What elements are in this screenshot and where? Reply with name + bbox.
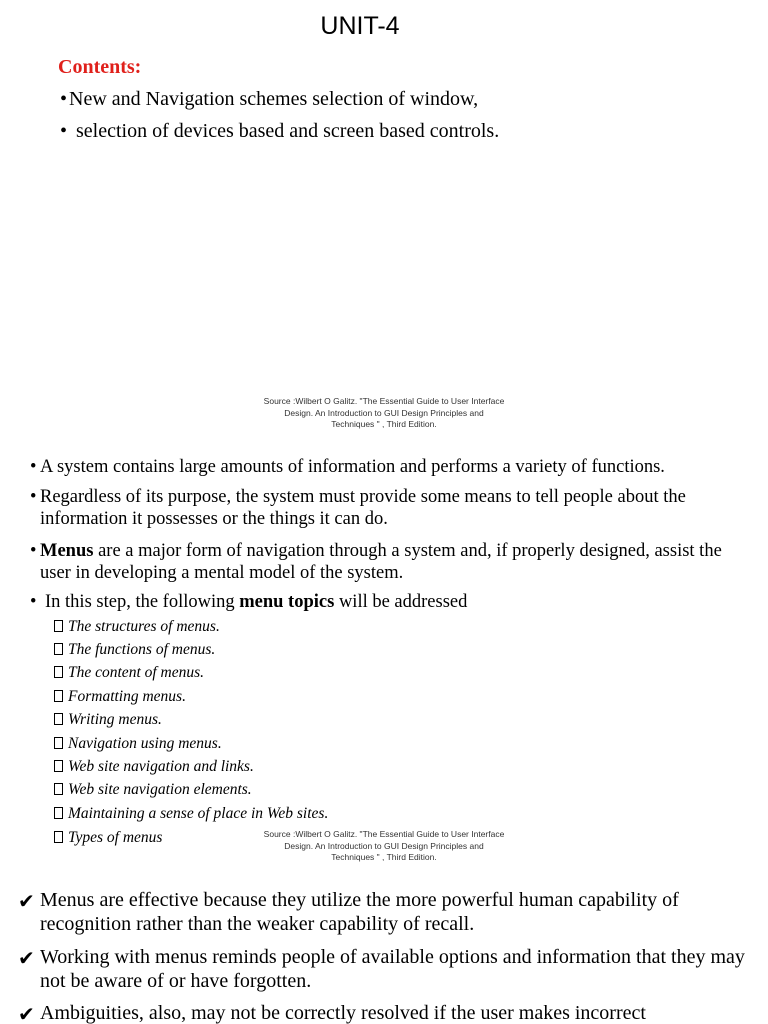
bullet-text: Regardless of its purpose, the system must provide some means to tell people about the information it possesses or the things it can do. xyxy=(40,487,686,529)
check-mark-icon: ✔ xyxy=(18,889,35,913)
bullet-paragraph xyxy=(30,456,750,478)
source-note xyxy=(234,396,534,431)
source-note-line: Source :Wilbert O Galitz. "The Essential Guide to User Interface xyxy=(263,829,505,839)
bullet-icon: • xyxy=(30,487,37,507)
contents-heading: Contents: xyxy=(58,56,142,78)
bullet-text: A system contains large amounts of information and performs a variety of functions. xyxy=(40,457,665,477)
source-note-line: Source :Wilbert O Galitz. "The Essential Guide to User Interface xyxy=(263,396,505,406)
bullet-text: will be addressed xyxy=(334,592,468,612)
contents-item xyxy=(60,88,478,111)
box-bullet-icon xyxy=(54,666,63,678)
bullet-bold-term: menu topics xyxy=(239,592,335,612)
source-note xyxy=(234,829,534,864)
list-item: The content of menus. xyxy=(54,664,204,682)
bullet-icon: • xyxy=(30,457,37,477)
box-bullet-icon xyxy=(54,807,63,819)
list-item: Maintaining a sense of place in Web sites. xyxy=(54,805,328,823)
box-bullet-icon xyxy=(54,713,63,725)
list-item: Web site navigation and links. xyxy=(54,758,254,776)
source-note-line: Techniques " , Third Edition. xyxy=(331,852,437,862)
bullet-icon: • xyxy=(60,88,68,110)
box-bullet-icon xyxy=(54,643,63,655)
check-paragraph xyxy=(18,888,754,936)
bullet-paragraph xyxy=(30,591,730,613)
list-item: The structures of menus. xyxy=(54,618,220,636)
check-paragraph xyxy=(18,945,754,993)
box-bullet-icon xyxy=(54,831,63,843)
box-bullet-icon xyxy=(54,737,63,749)
list-item: The functions of menus. xyxy=(54,641,215,659)
contents-item xyxy=(60,120,499,143)
check-text: Ambiguities, also, may not be correctly resolved if the user makes incorrect xyxy=(40,1002,646,1024)
source-note-line: Design. An Introduction to GUI Design Principles and xyxy=(284,407,484,418)
box-bullet-icon xyxy=(54,783,63,795)
list-item: Web site navigation elements. xyxy=(54,781,252,799)
bullet-paragraph xyxy=(30,540,730,584)
box-bullet-icon xyxy=(54,760,63,772)
bullet-icon: • xyxy=(60,120,68,142)
bullet-icon: • xyxy=(30,592,37,612)
list-item: Types of menus xyxy=(54,829,162,847)
bullet-paragraph xyxy=(30,486,742,530)
source-note-line: Techniques " , Third Edition. xyxy=(331,419,437,429)
page-title: UNIT-4 xyxy=(320,12,400,40)
box-bullet-icon xyxy=(54,690,63,702)
bullet-bold-term: Menus xyxy=(40,541,94,561)
check-mark-icon: ✔ xyxy=(18,1002,35,1024)
bullet-text: are a major form of navigation through a system and, if properly designed, assist the user in developing a mental model of the system. xyxy=(40,541,722,583)
check-mark-icon: ✔ xyxy=(18,946,35,970)
check-text: Menus are effective because they utilize the more powerful human capability of recognition rather than the weaker capability of recall. xyxy=(40,889,679,935)
check-text: Working with menus reminds people of available options and information that they may not be aware of or have forgotten. xyxy=(40,946,745,992)
bullet-text: In this step, the following xyxy=(45,592,240,612)
list-item: Navigation using menus. xyxy=(54,735,222,753)
list-item: Writing menus. xyxy=(54,711,162,729)
list-item: Formatting menus. xyxy=(54,688,186,706)
box-bullet-icon xyxy=(54,620,63,632)
contents-item-text: New and Navigation schemes selection of window, xyxy=(69,88,479,110)
source-note-line: Design. An Introduction to GUI Design Principles and xyxy=(284,840,484,851)
check-paragraph xyxy=(18,1001,754,1024)
contents-item-text: selection of devices based and screen based controls. xyxy=(76,120,500,142)
bullet-icon: • xyxy=(30,541,37,561)
